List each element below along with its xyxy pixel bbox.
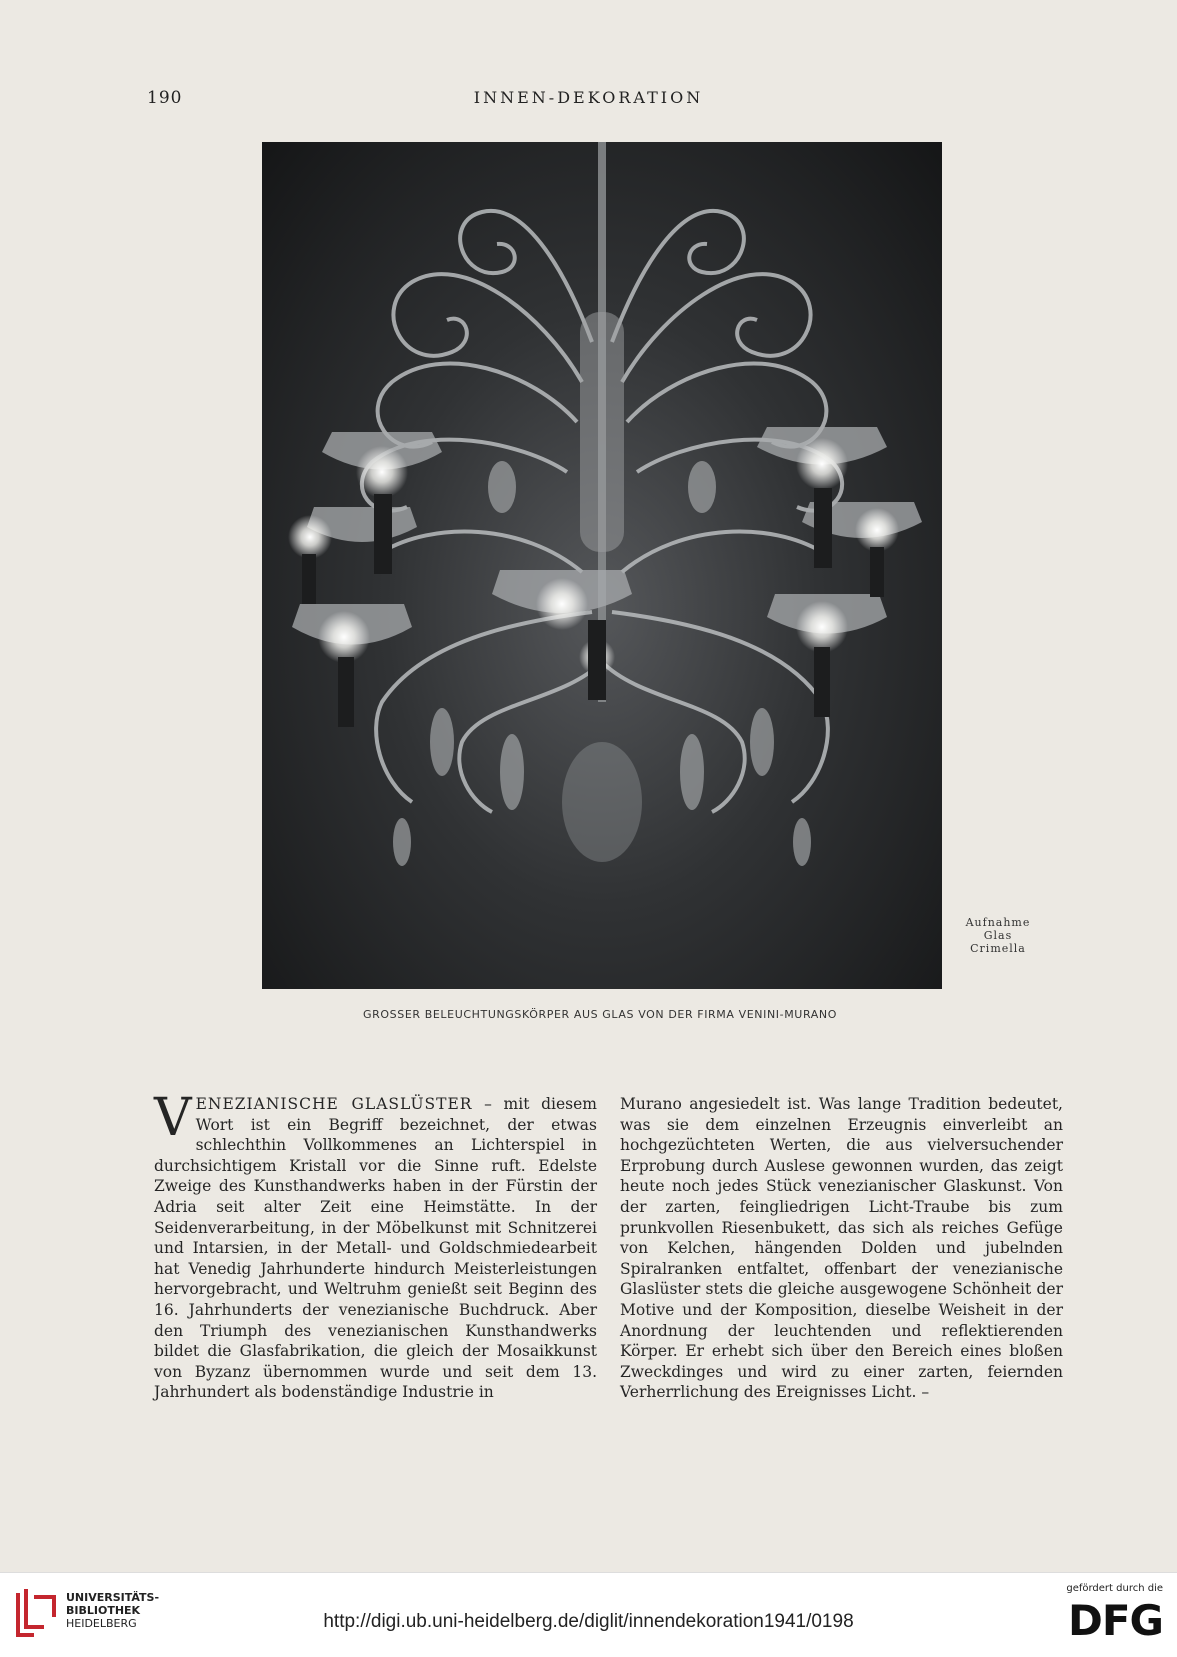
figure-caption: GROSSER BELEUCHTUNGSKÖRPER AUS GLAS VON DER FIRMA VENINI-MURANO: [363, 1008, 837, 1021]
footer-bar: [0, 1572, 1177, 1657]
permalink-url[interactable]: http://digi.ub.uni-heidelberg.de/diglit/innendekoration1941/0198: [323, 1611, 854, 1632]
chandelier-photo: [262, 142, 942, 989]
lead-words: ENEZIANISCHE GLASLÜSTER: [195, 1095, 473, 1113]
credit-line-2: Glas: [983, 929, 1013, 942]
page-number: 190: [147, 88, 183, 108]
dfg-logo[interactable]: DFG: [1067, 1596, 1163, 1645]
funded-by-label: gefördert durch die: [1066, 1583, 1163, 1594]
credit-line-1: Aufnahme: [965, 916, 1031, 929]
credit-line-3: Crimella: [970, 942, 1026, 955]
library-line-1: UNIVERSITÄTS-: [66, 1591, 160, 1604]
running-title: INNEN-DEKORATION: [473, 88, 704, 107]
article-column-left: [154, 1088, 597, 1403]
article-column-right: [620, 1094, 1063, 1403]
library-line-3: HEIDELBERG: [66, 1617, 137, 1630]
chandelier-illustration: [262, 142, 942, 989]
library-line-2: BIBLIOTHEK: [66, 1604, 141, 1617]
left-column-text: – mit diesem Wort ist ein Begriff bezeichnet, der etwas schlechthin Vollkommenes an Lichterspiel in durchsichtigem Kristall vor die Sinne ruft. Edelste Zweige des Kunsthandwerks haben in der Fürstin der Adria seit alter Zeit eine Heimstätte. In der Seidenverarbeitung, in der Möbelkunst mit Schnitzerei und Intarsien, in der Metall- und Goldschmiedearbeit hat Venedig Jahrhunderte hindurch Meisterleistungen hervorgebracht, und Weltruhm genießt seit Beginn des 16. Jahrhunderts der venezianische Buchdruck. Aber den Triumph des venezianischen Kunsthandwerks bildet die Glasfabrikation, die gleich der Mosaikkunst von Byzanz übernommen wurde und seit dem 13. Jahrhundert als bodenständige Industrie in: [154, 1095, 597, 1402]
drop-cap: V: [154, 1088, 192, 1148]
right-column-text: Murano angesiedelt ist. Was lange Tradition bedeutet, was sie dem einzelnen Erzeugnis einverleibt an hochgezüchteten Werten, die aus vielversuchender Erprobung durch Auslese gewonnen wurden, das zeigt heute noch jedes Stück venezianischer Glaskunst. Von der zarten, feingliedrigen Licht-Traube bis zum prunkvollen Riesenbukett, das sich als reiches Gefüge von Kelchen, hängenden Dolden und jubelnden Spiralranken entfaltet, offenbart der venezianische Glaslüster stets die gleiche ausgewogene Schönheit der Motive und der Komposition, dieselbe Weisheit in der Anordnung der leuchtenden und reflektierenden Körper. Er erhebt sich über den Bereich eines bloßen Zweckdinges und wird zu einer zarten, feiernden Verherrlichung des Ereignisses Licht. –: [620, 1095, 1063, 1402]
photo-credit: [958, 916, 1038, 955]
